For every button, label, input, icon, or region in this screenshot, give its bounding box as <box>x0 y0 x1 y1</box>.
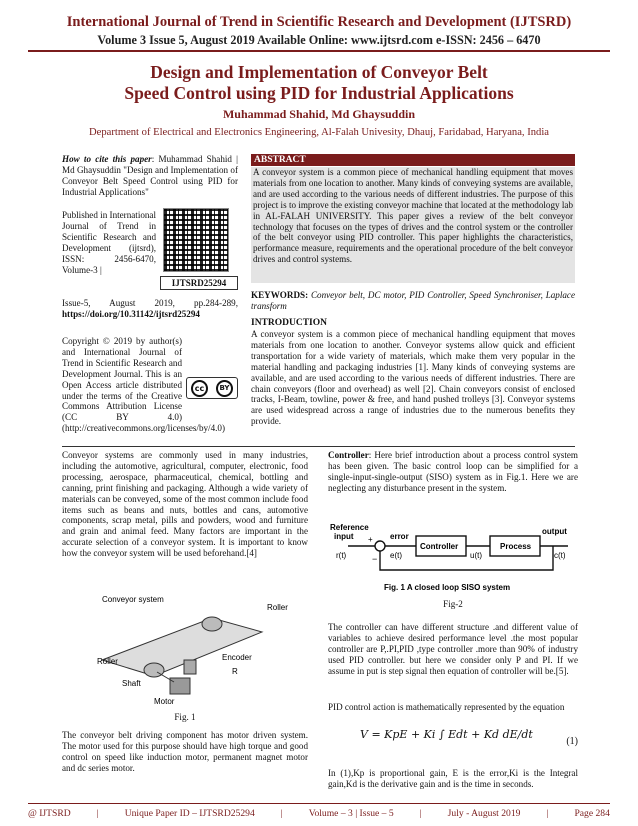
footer-separator-4: | <box>546 808 549 819</box>
title-line-1: Design and Implementation of Conveyor Belt <box>150 62 488 82</box>
footer-rule <box>28 803 610 804</box>
fig1-label-conveyor: Conveyor system <box>102 595 164 604</box>
controller-text: : Here brief introduction about a process control system has been given. The basic control loop can be simplified for a single-input-single-output (SISO) system as in Fig.1. Here we are neglecting any disturbance present in the system. <box>328 450 578 493</box>
journal-title: International Journal of Trend in Scientific Research and Development (IJTSRD) <box>66 14 572 30</box>
footer-volume: Volume – 3 | Issue – 5 <box>308 808 394 819</box>
conveyor-figure <box>62 590 308 710</box>
abstract-body: A conveyor system is a common piece of mechanical handling equipment that moves materials from one location to another. Many kinds of conveying systems are available, and are used according to the various needs of different industries. The purpose of this project is to improve the existing conveyor machine that located at the methodology lab in AL-FALAH UNIVERSITY. This paper gives a review of the belt conveyor technology that focuses on the types of drives and the control system or the controller of the belt conveyor using PID controller. This paper highlights the characteristics, performance measure, requirements and the operational procedure of the belt conveyor drives and control systems. <box>251 167 575 283</box>
fig1-label-encoder: Encoder <box>222 653 252 662</box>
footer-date: July - August 2019 <box>447 808 521 819</box>
fig1-label-roller-2: Roller <box>97 657 118 666</box>
qr-id-label: IJTSRD25294 <box>160 276 238 290</box>
fig2-label-error: error <box>390 532 409 541</box>
controller-label: Controller <box>328 450 369 460</box>
footer-page: Page 284 <box>574 808 610 819</box>
fig2-block-controller: Controller <box>420 542 459 551</box>
keywords <box>251 290 575 312</box>
cc-icon: cc <box>191 380 208 397</box>
paper-title <box>0 62 638 104</box>
footer-left: @ IJTSRD <box>28 808 71 819</box>
fig2-caption: Fig-2 <box>443 599 463 609</box>
citation-doi[interactable]: https://doi.org/10.31142/ijtsrd25294 <box>62 308 200 319</box>
fig2-label-c: c(t) <box>554 551 566 560</box>
abstract-heading: ABSTRACT <box>251 154 575 166</box>
footer-separator-2: | <box>280 808 283 819</box>
fig2-label-reference: Reference <box>330 523 369 532</box>
citation-text-a: : Muhammad Shahid | Md Ghaysuddin "Design and Implementation of Conveyor Belt Speed Control using PID for Industrial Applications" <box>62 154 238 197</box>
body-right-para-4: In (1),Kp is proportional gain, E is the error,Ki is the Integral gain,Kd is the derivative gain and is the time in seconds. <box>328 768 578 789</box>
qr-code <box>163 208 229 272</box>
footer-paper-id: Unique Paper ID – IJTSRD25294 <box>124 808 255 819</box>
header-rule <box>28 50 610 52</box>
equation-number: (1) <box>566 736 578 747</box>
intro-body: A conveyor system is a common piece of mechanical handling equipment that moves materials from one location to another. Conveyor systems allow quick and efficient transportation for a wide variety of materials, which make them very popular in the material handling and packaging industries [1]. Many kinds of conveying systems are available, and are used according to the various needs of different industries. There are chain conveyors (floor and overhead) as well [2]. Chain conveyors consist of enclosed tracks, I-Beam, towline, power & free, and hand pushed trolleys [3]. Conveyor systems are used widespread across a range of industries due to the numerous benefits they provide. <box>251 329 575 427</box>
equation-text: V = KpE + Ki ∫ Edt + Kd dE/dt <box>360 728 533 741</box>
fig2-label-r: r(t) <box>336 551 347 560</box>
pid-equation <box>360 728 578 758</box>
citation-text-b: Published in International Journal of Trend in Scientific Research and Development (ijtsrd), ISSN: 2456-6470, Volume-3 | <box>62 210 156 275</box>
fig1-label-motor: Motor <box>154 697 175 706</box>
footer-separator-1: | <box>96 808 99 819</box>
section-divider <box>62 446 575 447</box>
keywords-text: Conveyor belt, DC motor, PID Controller, Speed Synchroniser, Laplace transform <box>251 290 575 311</box>
keywords-label: KEYWORDS: <box>251 290 309 300</box>
fig2-label-output: output <box>542 527 567 536</box>
citation-text-c <box>62 298 238 320</box>
department: Department of Electrical and Electronics Engineering, Al-Falah Univesity, Dhauj, Faridabad, Haryana, India <box>89 127 549 138</box>
by-icon: BY <box>216 380 233 397</box>
citation-pages: Issue-5, August 2019, pp.284-289, <box>62 298 238 308</box>
body-left-para-2: The conveyor belt driving component has motor driven system. The motor used for this purpose should have high torque and good control on speed like induction motor, permanent magnet motor and dc series motor. <box>62 730 308 773</box>
volume-line: Volume 3 Issue 5, August 2019 Available Online: www.ijtsrd.com e-ISSN: 2456 – 6470 <box>97 33 541 47</box>
intro-heading: INTRODUCTION <box>251 318 328 328</box>
siso-block-diagram <box>328 522 578 598</box>
fig1-label-roller-1: Roller <box>267 603 288 612</box>
fig1-label-shaft: Shaft <box>122 679 141 688</box>
body-left-para-1: Conveyor systems are commonly used in many industries, including the automotive, agricultural, computer, electronic, food processing, aerospace, pharmaceutical, chemical, bottling and canning, print finishing and packaging. Although a wide variety of materials can be conveyed, some of the most common include food items such as beans and nuts, bottles and cans, automotive components, scrap metal, pills and powders, wood and furniture and grain and animal feed. Many factors are important in the accurate selection of a conveyor system. It is important to know how the conveyor system will be used beforehand.[4] <box>62 450 308 559</box>
fig2-inner-caption: Fig. 1 A closed loop SISO system <box>384 583 511 592</box>
fig2-label-u: u(t) <box>470 551 482 560</box>
citation-block <box>62 154 238 198</box>
fig2-minus-sign: − <box>372 554 378 564</box>
title-line-2: Speed Control using PID for Industrial Applications <box>124 83 514 103</box>
body-right-para-2: The controller can have different structure .and different value of variables to achieve desired performance level .the most popular controller are P,.PI,PID ,type controller .more than 90% of industry used PID controller. but here we consider only P and PI. If we assume in put is step signal then equation of controller will be.[5]. <box>328 622 578 676</box>
page-footer <box>28 808 610 819</box>
copyright-text: Copyright © 2019 by author(s) and International Journal of Trend in Scientific Research and Development Journal. This is an Open Access article distributed under the terms of the Creative Commons Attribution License (CC BY 4.0) (http://creativecommons.org/licenses/by/4.0) <box>62 336 225 434</box>
fig1-label-r: R <box>232 667 238 676</box>
body-right-para-3: PID control action is mathematically represented by the equation <box>328 702 565 712</box>
fig2-label-e: e(t) <box>390 551 402 560</box>
footer-separator-3: | <box>419 808 422 819</box>
fig1-caption: Fig. 1 <box>174 712 196 722</box>
cc-license-logo[interactable] <box>186 377 238 399</box>
fig2-plus-sign: + <box>368 535 373 544</box>
authors: Muhammad Shahid, Md Ghaysuddin <box>222 107 416 121</box>
body-right-para-1 <box>328 450 578 494</box>
fig2-block-process: Process <box>500 542 532 551</box>
fig2-label-input: input <box>334 532 354 541</box>
citation-label: How to cite this paper <box>62 154 152 164</box>
